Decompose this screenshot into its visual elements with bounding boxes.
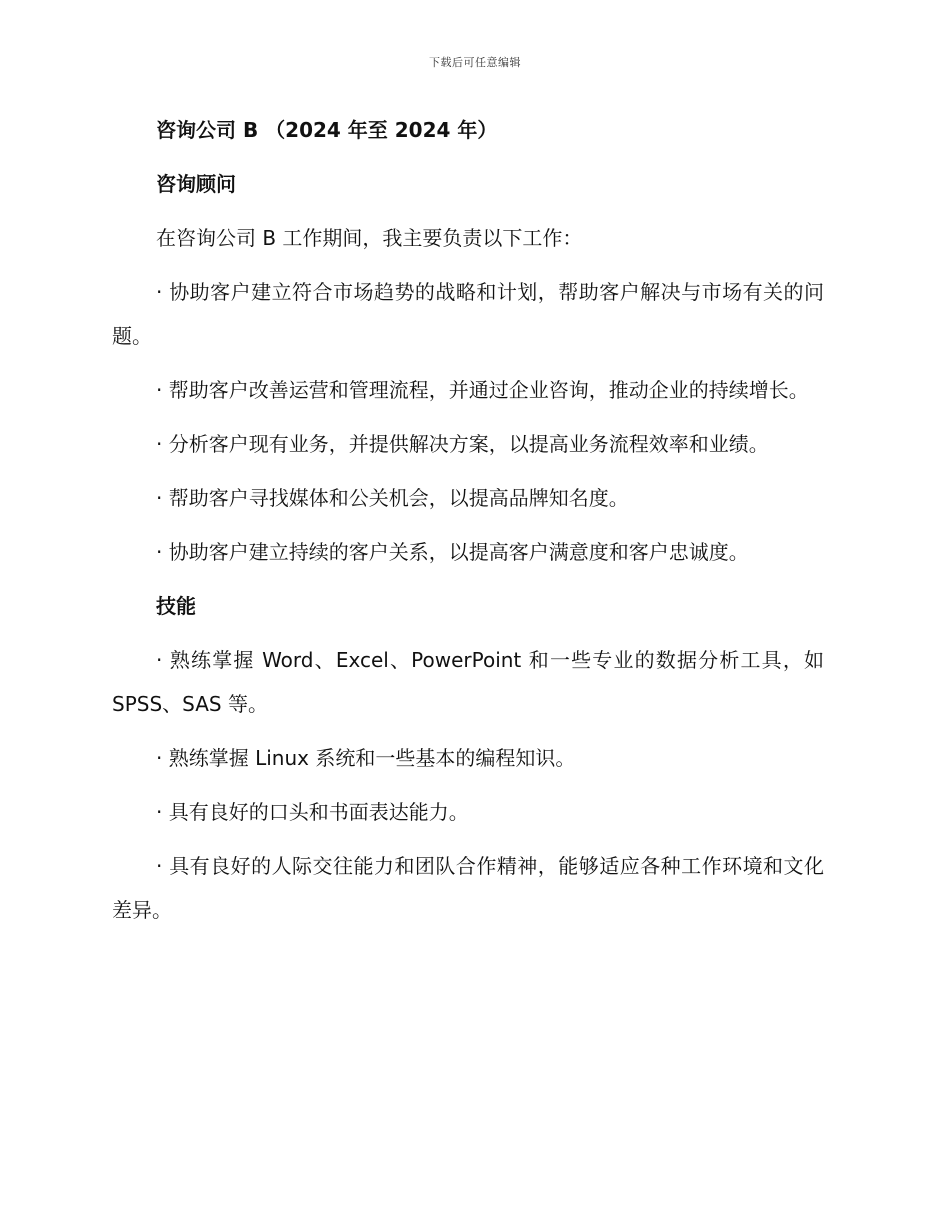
company-line: 咨询公司 B （2024 年至 2024 年）	[156, 118, 498, 142]
document-body	[112, 108, 824, 942]
duty-item: · 协助客户建立符合市场趋势的战略和计划，帮助客户解决与市场有关的问题。	[112, 280, 824, 348]
duty-item: · 分析客户现有业务，并提供解决方案，以提高业务流程效率和业绩。	[156, 432, 769, 456]
skill-item: · 熟练掌握 Word、Excel、PowerPoint 和一些专业的数据分析工具，如 SPSS、SAS 等。	[112, 648, 824, 716]
skills-title: 技能	[156, 594, 196, 618]
duty-item: · 帮助客户改善运营和管理流程，并通过企业咨询，推动企业的持续增长。	[156, 378, 809, 402]
duty-item: · 帮助客户寻找媒体和公关机会，以提高品牌知名度。	[156, 486, 629, 510]
intro-paragraph: 在咨询公司 B 工作期间，我主要负责以下工作：	[156, 226, 583, 250]
skill-item: · 具有良好的口头和书面表达能力。	[156, 800, 469, 824]
duty-item: · 协助客户建立持续的客户关系，以提高客户满意度和客户忠诚度。	[156, 540, 749, 564]
position-title: 咨询顾问	[156, 172, 236, 196]
header-note: 下载后可任意编辑	[429, 56, 521, 69]
skill-item: · 熟练掌握 Linux 系统和一些基本的编程知识。	[156, 746, 576, 770]
skill-item: · 具有良好的人际交往能力和团队合作精神，能够适应各种工作环境和文化差异。	[112, 854, 824, 922]
